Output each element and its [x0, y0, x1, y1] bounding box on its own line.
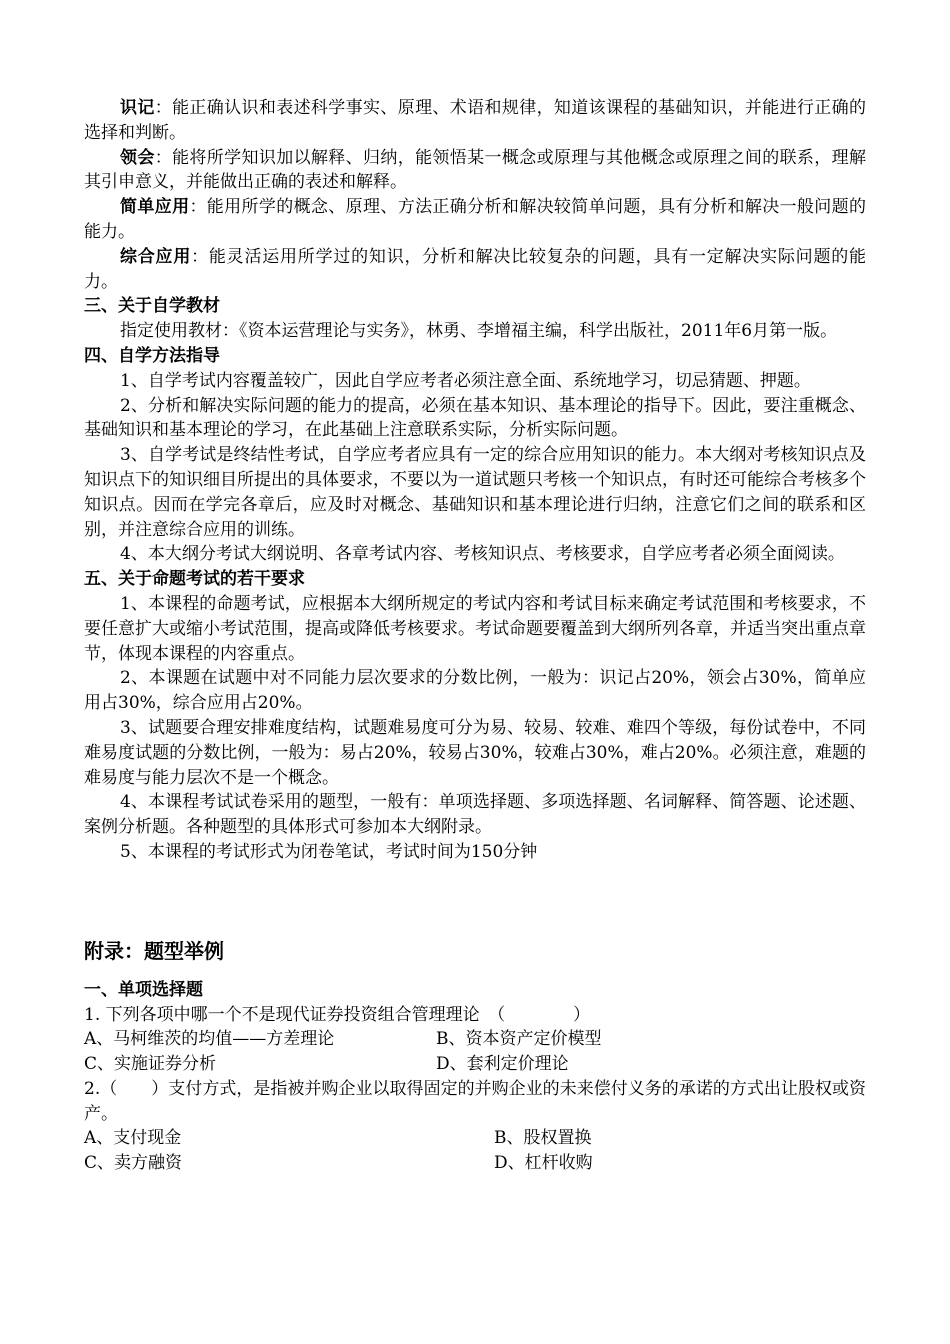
- definition-text: ：能正确认识和表述科学事实、原理、术语和规律，知道该课程的基础知识，并能进行正确的选择和判断。: [84, 98, 867, 143]
- list-item: 3、试题要合理安排难度结构，试题难易度可分为易、较易、较难、难四个等级，每份试卷中，不同难易度试题的分数比例，一般为：易占20%，较易占30%，较难占30%，难占20%。必须注意，难题的难易度与能力层次不是一个概念。: [84, 717, 866, 788]
- option-d: D、杠杆收购: [494, 1153, 593, 1174]
- option-c: C、卖方融资: [84, 1153, 183, 1174]
- definition-term: 识记: [120, 98, 155, 118]
- option-d: D、套利定价理论: [436, 1054, 569, 1075]
- list-item: 4、本大纲分考试大纲说明、各章考试内容、考核知识点、考核要求，自学应考者必须全面阅读。: [120, 544, 845, 565]
- document-page: [84, 96, 866, 1176]
- list-item: 1、自学考试内容覆盖较广，因此自学应考者必须注意全面、系统地学习，切忌猜题、押题。: [120, 370, 811, 391]
- list-item: 4、本课程考试试卷采用的题型，一般有：单项选择题、多项选择题、名词解释、简答题、论述题、案例分析题。各种题型的具体形式可参加本大纲附录。: [84, 792, 866, 838]
- definition-paragraph: [84, 146, 866, 196]
- definition-term: 简单应用: [120, 197, 190, 218]
- list-item: 3、自学考试是终结性考试，自学应考者应具有一定的综合应用知识的能力。本大纲对考核知识点及知识点下的知识细目所提出的具体要求，不要以为一道试题只考核一个知识点，有时还可能综合考核多个知识点。因而在学完各章后，应及时对概念、基础知识和基本理论进行归纳，注意它们之间的联系和区别，并注意综合应用的训练。: [84, 445, 866, 540]
- list-item: 1、本课程的命题考试，应根据本大纲所规定的考试内容和考试目标来确定考试范围和考核要求，不要任意扩大或缩小考试范围，提高或降低考核要求。考试命题要覆盖到大纲所列各章，并适当突出重点章节，体现本课程的内容重点。: [84, 593, 866, 664]
- section-heading: 四、自学方法指导: [84, 345, 220, 366]
- section-heading: 三、关于自学教材: [84, 296, 220, 317]
- list-item: 5、本课程的考试形式为闭卷笔试，考试时间为150分钟: [120, 841, 538, 862]
- definition-text: ：能灵活运用所学过的知识，分析和解决比较复杂的问题，具有一定解决实际问题的能力。: [84, 246, 867, 292]
- options-row: [84, 1052, 866, 1077]
- definition-text: ：能用所学的概念、原理、方法正确分析和解决较简单问题，具有分析和解决一般问题的能力。: [84, 197, 867, 242]
- options-row: [84, 1027, 866, 1052]
- option-b: B、资本资产定价模型: [436, 1029, 602, 1050]
- section-heading: 五、关于命题考试的若干要求: [84, 569, 305, 590]
- question-stem: 1. 下列各项中哪一个不是现代证券投资组合管理理论 （ ）: [84, 1004, 591, 1025]
- question-stem: 2.（ ）支付方式，是指被并购企业以取得固定的并购企业的未来偿付义务的承诺的方式出让股权或资产。: [84, 1078, 866, 1124]
- option-c: C、实施证券分析: [84, 1054, 217, 1075]
- definition-text: ：能将所学知识加以解释、归纳，能领悟某一概念或原理与其他概念或原理之间的联系，理解其引申意义，并能做出正确的表述和解释。: [84, 147, 867, 193]
- list-item: 2、分析和解决实际问题的能力的提高，必须在基本知识、基本理论的指导下。因此，要注重概念、基础知识和基本理论的学习，在此基础上注意联系实际，分析实际问题。: [84, 395, 866, 441]
- option-b: B、股权置换: [494, 1128, 592, 1149]
- definition-term: 领会: [120, 147, 155, 168]
- definition-term: 综合应用: [120, 246, 192, 267]
- textbook-paragraph: 指定使用教材：《资本运营理论与实务》，林勇、李增福主编，科学出版社，2011年6月第一版。: [120, 321, 838, 342]
- option-a: A、支付现金: [84, 1128, 182, 1149]
- options-row: [84, 1126, 866, 1151]
- definition-paragraph: [84, 96, 866, 146]
- option-a: A、马柯维茨的均值——方差理论: [84, 1029, 335, 1050]
- definition-paragraph: [84, 195, 866, 245]
- options-row: [84, 1151, 866, 1176]
- definition-paragraph: [84, 245, 866, 295]
- appendix-title: 附录：题型举例: [84, 938, 224, 963]
- list-item: 2、本课题在试题中对不同能力层次要求的分数比例，一般为：识记占20%，领会占30%，简单应用占30%，综合应用占20%。: [84, 668, 866, 714]
- appendix-section-heading: 一、单项选择题: [84, 979, 203, 1000]
